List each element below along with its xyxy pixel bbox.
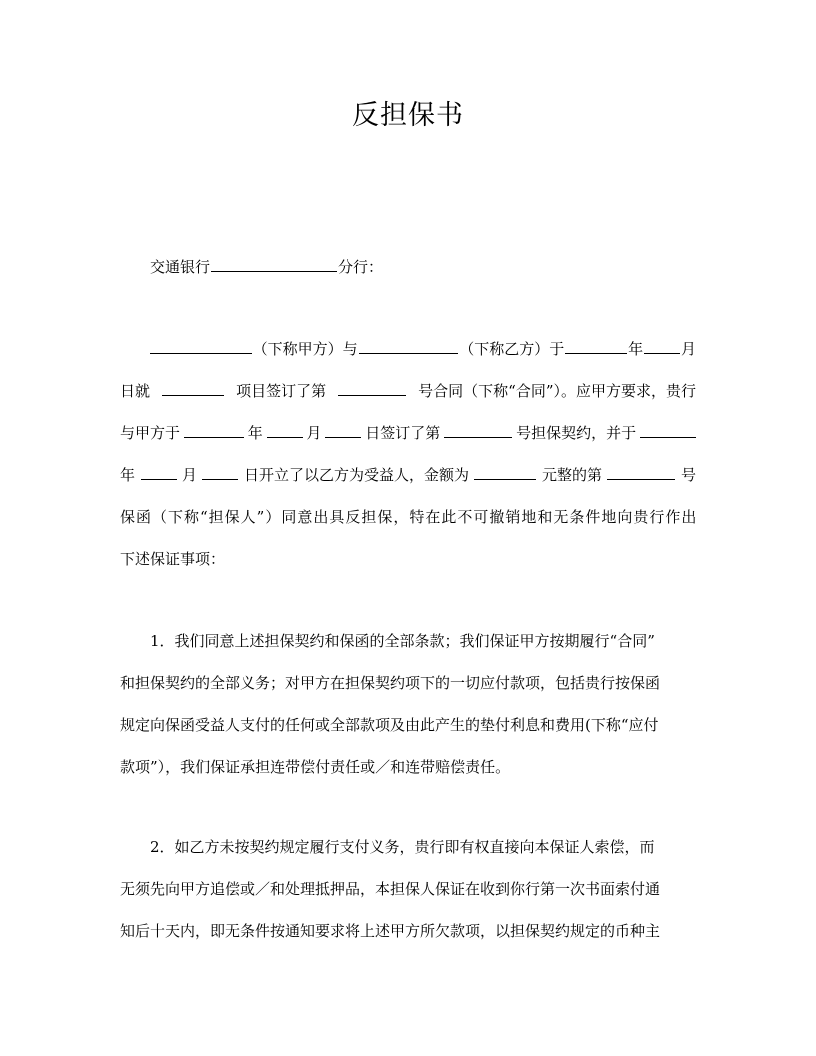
year-blank[interactable] bbox=[640, 422, 696, 438]
day-blank[interactable] bbox=[202, 464, 238, 480]
intro-text: 日签订了第 bbox=[365, 424, 441, 442]
intro-line-3 bbox=[120, 422, 696, 444]
clause-2-line-2 bbox=[120, 878, 696, 900]
intro-text: 下述保证事项： bbox=[120, 550, 226, 568]
intro-text: 保函（下称“担保人”）同意出具反担保，特在此不可撤销地和无条件地向贵行作出 bbox=[120, 508, 698, 526]
clause-1-line-1 bbox=[150, 630, 696, 652]
clause-text: 款项”），我们保证承担连带偿付责任或／和连带赔偿责任。 bbox=[120, 758, 511, 776]
guarantee-contract-number-blank[interactable] bbox=[444, 422, 512, 438]
year-blank[interactable] bbox=[565, 338, 627, 354]
party-b-blank[interactable] bbox=[359, 338, 459, 354]
clause-text: 1．我们同意上述担保契约和保函的全部条款；我们保证甲方按期履行“合同” bbox=[150, 632, 655, 650]
clause-2-line-3 bbox=[120, 920, 696, 942]
day-blank[interactable] bbox=[325, 422, 361, 438]
intro-text: （下称乙方）于 bbox=[459, 340, 565, 358]
amount-blank[interactable] bbox=[474, 464, 536, 480]
clause-1-line-2 bbox=[120, 672, 696, 694]
month-blank[interactable] bbox=[141, 464, 177, 480]
document-title: 反担保书 bbox=[352, 100, 464, 131]
intro-text: 日就 bbox=[120, 382, 151, 400]
month-blank[interactable] bbox=[644, 338, 680, 354]
month-blank[interactable] bbox=[267, 422, 303, 438]
year-blank[interactable] bbox=[184, 422, 244, 438]
intro-text: 号 bbox=[680, 466, 696, 484]
intro-text: 年 bbox=[247, 424, 263, 442]
intro-text: 日开立了以乙方为受益人，金额为 bbox=[243, 466, 469, 484]
intro-text: 月 bbox=[181, 466, 197, 484]
intro-line-2 bbox=[120, 380, 696, 402]
intro-line-1 bbox=[150, 338, 696, 360]
intro-text: 号合同（下称“合同”）。应甲方要求，贵行 bbox=[418, 382, 696, 400]
clause-text: 和担保契约的全部义务；对甲方在担保契约项下的一切应付款项，包括贵行按保函 bbox=[120, 674, 661, 692]
clause-2-line-1 bbox=[150, 836, 696, 858]
project-blank[interactable] bbox=[162, 380, 224, 396]
clause-text: 规定向保函受益人支付的任何或全部款项及由此产生的垫付利息和费用(下称“应付 bbox=[120, 716, 659, 734]
clause-text: 无须先向甲方追偿或／和处理抵押品，本担保人保证在收到你行第一次书面索付通 bbox=[120, 880, 661, 898]
clause-1-line-3 bbox=[120, 714, 696, 736]
intro-line-6 bbox=[120, 548, 696, 570]
intro-line-4 bbox=[120, 464, 696, 486]
salutation-bank: 交通银行 bbox=[150, 258, 211, 276]
clause-text: 知后十天内，即无条件按通知要求将上述甲方所欠款项，以担保契约规定的币种主 bbox=[120, 922, 661, 940]
intro-text: 年 bbox=[120, 466, 136, 484]
branch-name-blank[interactable] bbox=[211, 256, 337, 272]
intro-line-5 bbox=[120, 506, 696, 528]
salutation-branch: 分行： bbox=[338, 258, 384, 276]
intro-text: （下称甲方）与 bbox=[252, 340, 358, 358]
salutation-line bbox=[150, 256, 696, 278]
intro-text: 号担保契约，并于 bbox=[516, 424, 637, 442]
clause-1-line-4 bbox=[120, 756, 696, 778]
intro-text: 元整的第 bbox=[541, 466, 602, 484]
intro-text: 月 bbox=[306, 424, 322, 442]
party-a-blank[interactable] bbox=[150, 338, 252, 354]
intro-text: 月 bbox=[680, 340, 696, 358]
contract-number-blank[interactable] bbox=[338, 380, 406, 396]
intro-text: 项目签订了第 bbox=[236, 382, 327, 400]
clause-text: 2．如乙方未按契约规定履行支付义务，贵行即有权直接向本保证人索偿，而 bbox=[150, 838, 655, 856]
intro-text: 年 bbox=[628, 340, 644, 358]
intro-text: 与甲方于 bbox=[120, 424, 181, 442]
letter-of-guarantee-number-blank[interactable] bbox=[607, 464, 675, 480]
